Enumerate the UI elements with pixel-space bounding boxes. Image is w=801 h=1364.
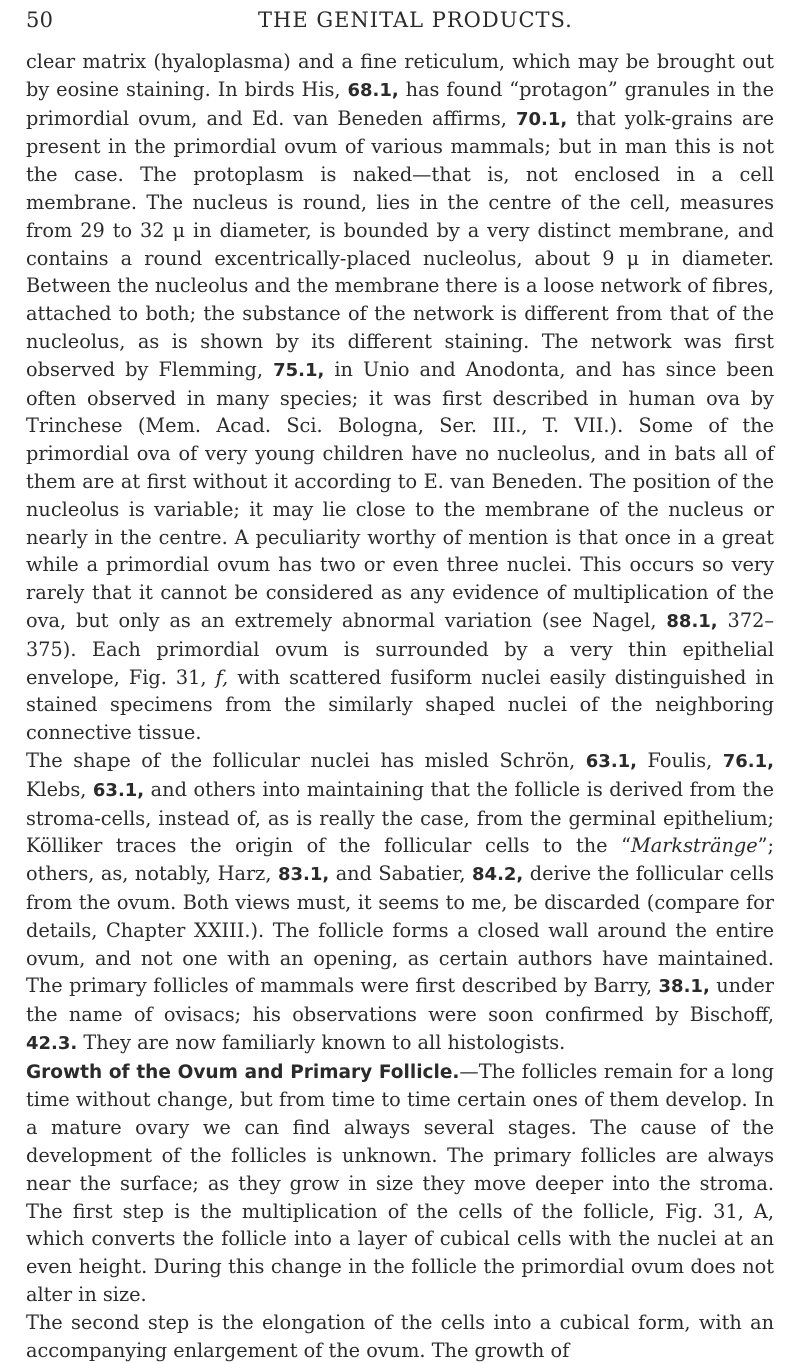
reference-number: 38.1, (658, 976, 710, 998)
body-text (26, 48, 774, 1364)
text-run: has found “protagon” granules in the primordial ovum, and Ed. van Beneden affirms, (26, 77, 775, 130)
paragraph-4 (26, 1309, 774, 1364)
text-run: and others into maintaining that the follicle is derived from the stroma-cells, instead of, as is really the case, from the germinal epithelium; Kölliker traces the origin of the follicular cells to the “ (26, 777, 774, 858)
reference-number: 68.1, (347, 79, 399, 101)
text-run: under the name of ovisacs; his observations were soon confirmed by Bischoff, (26, 974, 774, 1027)
reference-number: 88.1, (666, 610, 718, 632)
text-run: The second step is the elongation of the cells into a cubical form, with an accompanying enlargement of the ovum. The growth of (26, 1310, 774, 1362)
figure-letter: f, (215, 665, 229, 689)
text-run: Klebs, (26, 777, 93, 801)
text-run: Foulis, (637, 748, 723, 772)
reference-number: 70.1, (515, 108, 568, 130)
reference-number: 76.1, (722, 750, 774, 772)
reference-number: 63.1, (92, 779, 145, 801)
text-run: 372–375). Each primordial ovum is surrounded by a very thin epithelial envelope, Fig. 31, (26, 608, 774, 689)
text-run: that yolk-grains are present in the primordial ovum of various mammals; but in man this is not the case. The protoplasm is naked—that is, not enclosed in a cell membrane. The nucleus is round, lies in the centre of the cell, measures from 29 to 32 μ in diameter, is bounded by a very distinct membrane, and contains a round excentrically-placed nucleolus, about 9 μ in diameter. Between the nucleolus and the membrane there is a loose network of fibres, attached to both; the substance of the network is different from that of the nucleolus, as is shown by its different staining. The network was first observed by Flemming, (26, 106, 775, 381)
reference-number: 75.1, (273, 359, 325, 381)
running-head (26, 4, 774, 38)
page-number: 50 (26, 8, 54, 32)
italic-term: Markstränge (630, 834, 758, 858)
reference-number: 42.3. (26, 1032, 78, 1054)
running-title: THE GENITAL PRODUCTS. (258, 8, 573, 32)
paragraph-2 (26, 747, 774, 1058)
text-run: in Unio and Anodonta, and has since been often observed in many species; it was first described in human ova by Trinchese (Mem. Acad. Sci. Bologna, Ser. III., T. VII.). Some of the primordial ova of very young children have no nucleolus, and in bats all of them are at first without it according to E. van Beneden. The position of the nucleolus is variable; it may lie close to the membrane of the nucleus or nearly in the centre. A peculiarity worthy of mention is that once in a great while a primordial ovum has two or even three nuclei. This occurs so very rarely that it cannot be considered as any evidence of multiplication of the ova, but only as an extremely abnormal variation (see Nagel, (26, 357, 774, 632)
text-run: —The follicles remain for a long time without change, but from time to time certain ones of them develop. In a mature ovary we can find always several stages. The cause of the development of the follicles is unknown. The primary follicles are always near the surface; as they grow in size they move deeper into the stroma. The first step is the multiplication of the cells of the follicle, Fig. 31, A, which converts the follicle into a layer of cubical cells with the nuclei at an even height. During this change in the follicle the primordial ovum does not alter in size. (26, 1059, 774, 1307)
text-run: and Sabatier, (329, 862, 473, 886)
reference-number: 83.1, (277, 864, 330, 886)
text-run: with scattered fusiform nuclei easily distinguished in stained specimens from the similarly shaped nuclei of the neighboring connective tissue. (26, 665, 774, 745)
text-run: ”; others, as, notably, Harz, (26, 834, 774, 886)
text-run: clear matrix (hyaloplasma) and a fine reticulum, which may be brought out by eosine staining. In birds His, (26, 50, 774, 101)
paragraph-1 (26, 48, 774, 747)
reference-number: 63.1, (585, 750, 638, 772)
reference-number: 84.2, (472, 864, 524, 886)
text-run: The shape of the follicular nuclei has misled Schrön, (26, 748, 586, 772)
paragraph-3 (26, 1058, 774, 1309)
text-run: They are now familiarly known to all histologists. (77, 1030, 566, 1054)
text-run: derive the follicular cells from the ovum. Both views must, it seems to me, be discarded (compare for details, Chapter XXIII.). The follicle forms a closed wall around the entire ovum, and not one with an opening, as certain authors have maintained. The primary follicles of mammals were first described by Barry, (26, 862, 775, 998)
section-heading: Growth of the Ovum and Primary Follicle. (26, 1061, 460, 1083)
